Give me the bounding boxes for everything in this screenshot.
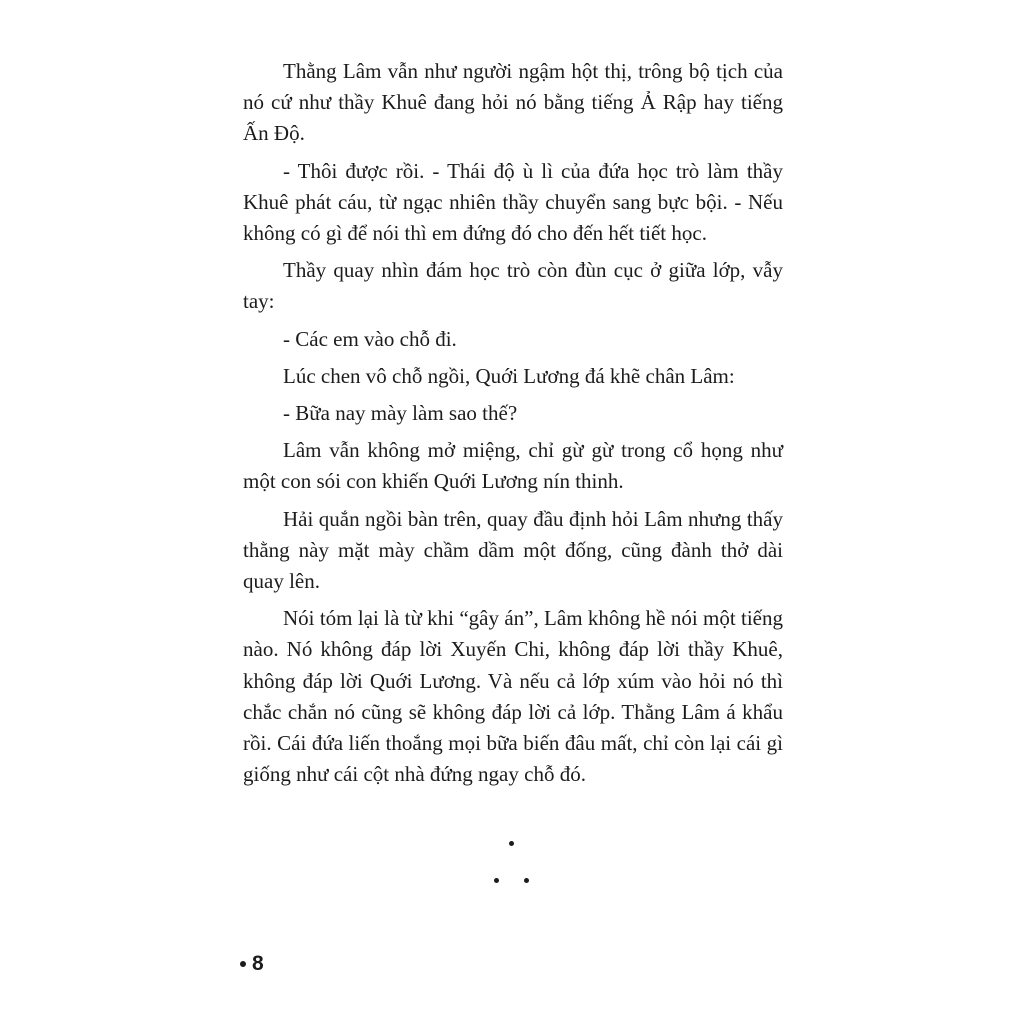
paragraph: Nói tóm lại là từ khi “gây án”, Lâm không hề nói một tiếng nào. Nó không đáp lời Xuyến Chi, không đáp lời thầy Khuê, không đáp lời Quới Lương. Và nếu cả lớp xúm vào hỏi nó thì chắc chắn nó cũng sẽ không đáp lời cả lớp. Thằng Lâm á khẩu rồi. Cái đứa liến thoắng mọi bữa biến đâu mất, chỉ còn lại cái gì giống như cái cột nhà đứng ngay chỗ đó. [243,606,783,787]
separator-dot [509,841,514,846]
separator-dot [524,878,529,883]
paragraph: Hải quắn ngồi bàn trên, quay đầu định hỏi Lâm nhưng thấy thằng này mặt mày chầm dầm một đống, cũng đành thở dài quay lên. [243,506,783,594]
paragraph: - Thôi được rồi. - Thái độ ù lì của đứa học trò làm thầy Khuê phát cáu, từ ngạc nhiên thầy chuyển sang bực bội. - Nếu không có gì để nói thì em đứng đó cho đến hết tiết học. [243,158,783,246]
paragraph: Thằng Lâm vẫn như người ngậm hột thị, trông bộ tịch của nó cứ như thầy Khuê đang hỏi nó bằng tiếng Ả Rập hay tiếng Ấn Độ. [243,59,783,146]
paragraph: - Bữa nay mày làm sao thế? [283,401,518,426]
body-text [243,56,783,796]
page-number-bullet [240,961,246,967]
paragraph: Thầy quay nhìn đám học trò còn đùn cục ở giữa lớp, vẫy tay: [243,258,783,314]
page-number-value: 8 [252,952,264,975]
separator-dot [494,878,499,883]
paragraph: Lâm vẫn không mở miệng, chỉ gừ gừ trong cổ họng như một con sói con khiến Quới Lương nín thinh. [243,438,783,494]
paragraph: - Các em vào chỗ đi. [283,326,457,351]
page-number [240,952,264,976]
paragraph: Lúc chen vô chỗ ngồi, Quới Lương đá khẽ chân Lâm: [283,363,735,388]
section-separator [490,838,534,888]
